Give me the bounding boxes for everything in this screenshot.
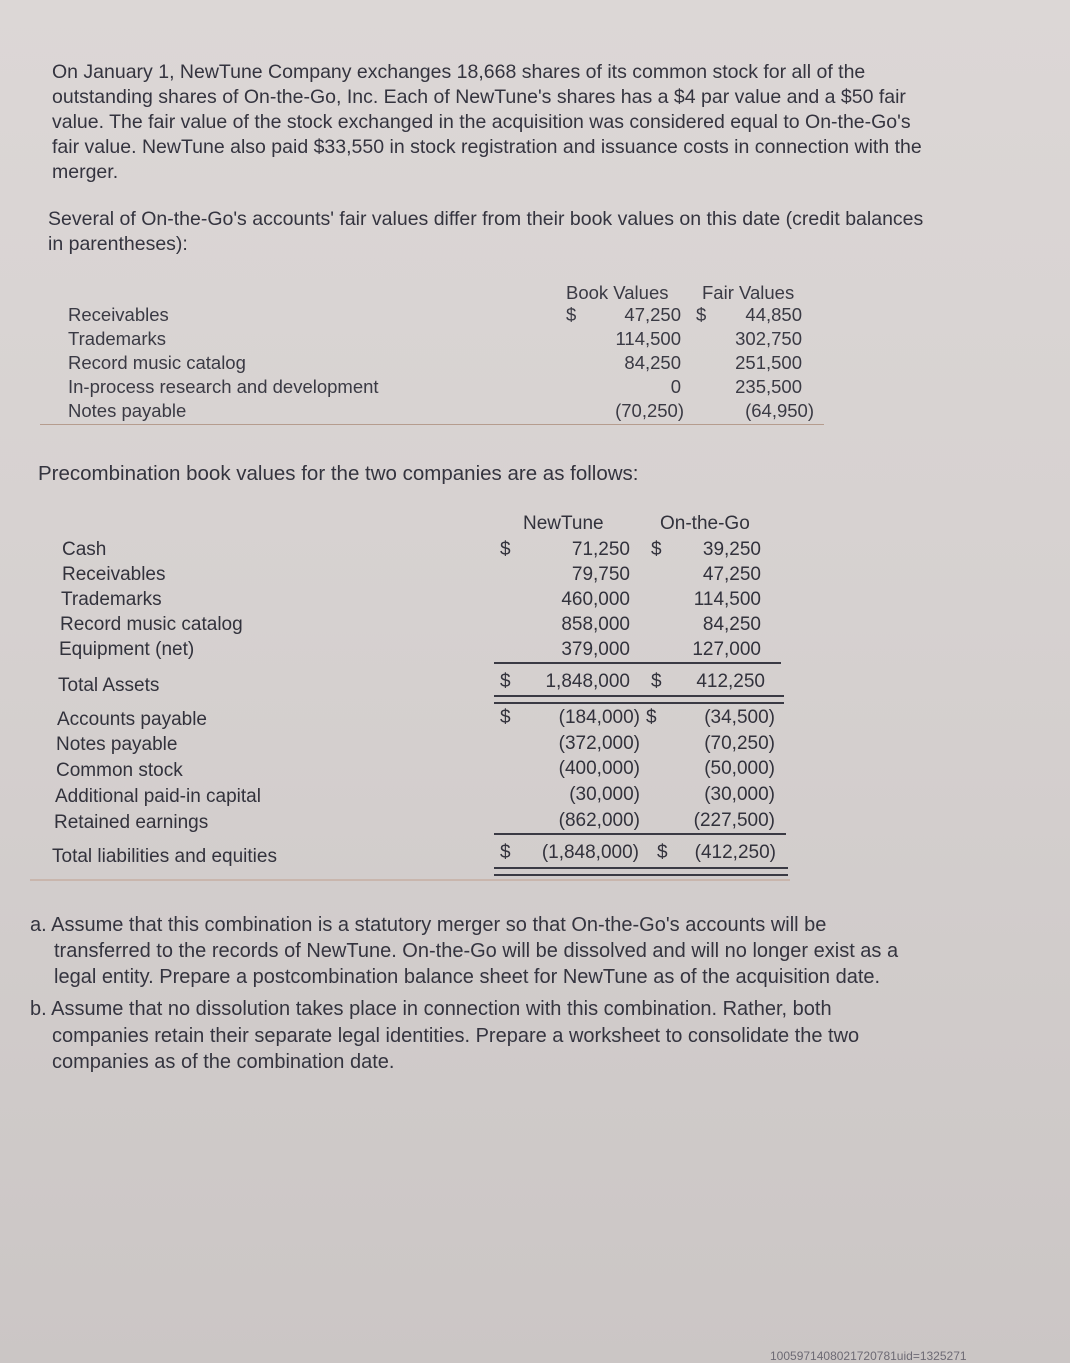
fair-value-intro-line: in parentheses): (48, 233, 188, 255)
intro-line: merger. (52, 161, 119, 183)
question-b-line: companies retain their separate legal identities. Prepare a worksheet to consolidate the two (52, 1025, 860, 1047)
dollar-sign: $ (500, 707, 511, 728)
liability-row-label: Accounts payable (57, 709, 207, 730)
asset-row-label: Cash (62, 539, 107, 560)
fv-row-label: Receivables (68, 304, 169, 325)
onthego-value: (227,500) (693, 810, 775, 831)
intro-line: On January 1, NewTune Company exchanges 18,668 shares of its common stock for all of the (52, 61, 866, 83)
question-a (30, 912, 826, 938)
fv-book-value: 0 (670, 376, 681, 397)
onthego-value: (34,500) (704, 707, 775, 728)
onthego-value: (30,000) (704, 784, 775, 805)
fv-fair-dollar: $ (696, 304, 707, 325)
fv-fair-value: 251,500 (735, 352, 802, 373)
fair-values-header: Fair Values (702, 282, 795, 303)
subtotal-rule (494, 833, 786, 835)
fv-book-value: 114,500 (615, 328, 681, 349)
intro-line: outstanding shares of On-the-Go, Inc. Each of NewTune's shares has a $4 par value and a $50 fair (52, 86, 906, 108)
onthego-value: (50,000) (704, 758, 775, 779)
newtune-value: (862,000) (558, 810, 640, 831)
newtune-value: 79,750 (571, 564, 630, 585)
total-assets-newtune: 1,848,000 (545, 671, 630, 692)
onthego-value: 47,250 (702, 564, 761, 585)
onthego-value: 127,000 (692, 639, 761, 660)
newtune-value: 379,000 (561, 639, 630, 660)
fv-book-dollar: $ (566, 304, 577, 325)
fv-row-label: Notes payable (68, 400, 187, 421)
onthego-value: 84,250 (702, 614, 761, 635)
fv-fair-value: 44,850 (745, 304, 802, 325)
intro-line: value. The fair value of the stock exchanged in the acquisition was considered equal to On-the-Go's (52, 111, 911, 133)
newtune-value: 71,250 (571, 539, 630, 560)
fv-fair-value: 302,750 (735, 328, 802, 349)
fv-row-label: In-process research and development (68, 376, 379, 397)
newtune-value: (30,000) (569, 784, 640, 805)
question-a-line: a. Assume that this combination is a statutory merger so that On-the-Go's accounts will be (30, 914, 827, 936)
question-b (30, 996, 832, 1022)
fv-row-label: Trademarks (68, 328, 167, 349)
question-a-line: legal entity. Prepare a postcombination balance sheet for NewTune as of the acquisition date. (54, 966, 881, 988)
dollar-sign: $ (500, 539, 511, 560)
newtune-header: NewTune (523, 513, 604, 534)
liability-row-label: Common stock (56, 760, 183, 781)
newtune-value: (372,000) (558, 733, 640, 754)
liability-row-label: Retained earnings (54, 812, 209, 833)
dollar-sign: $ (500, 842, 511, 863)
dollar-sign: $ (651, 539, 662, 560)
onthego-header: On-the-Go (660, 513, 750, 534)
onthego-value: (70,250) (704, 733, 775, 754)
fv-fair-value: 235,500 (735, 376, 802, 397)
total-liabilities-onthego: (412,250) (694, 842, 776, 863)
dollar-sign: $ (500, 671, 511, 692)
onthego-value: 114,500 (693, 589, 761, 610)
asset-row-label: Trademarks (61, 589, 162, 610)
fv-book-value: 47,250 (624, 304, 681, 325)
newtune-value: 460,000 (561, 589, 630, 610)
asset-row-label: Equipment (net) (59, 639, 195, 660)
question-b-line: companies as of the combination date. (52, 1051, 395, 1073)
fv-book-value: 84,250 (624, 352, 681, 373)
total-assets-onthego: 412,250 (696, 671, 765, 692)
fv-row-label: Record music catalog (68, 352, 246, 373)
liability-row-label: Additional paid-in capital (55, 786, 261, 807)
section-divider (30, 879, 790, 881)
footer-id-text: 1005971408021720781uid=1325271 (770, 1349, 967, 1363)
book-values-header: Book Values (566, 282, 669, 303)
fv-book-value: (70,250) (615, 400, 684, 421)
newtune-value: (400,000) (558, 758, 640, 779)
precombination-intro: Precombination book values for the two companies are as follows: (38, 462, 639, 485)
total-assets-double-rule (494, 695, 784, 704)
newtune-value: 858,000 (561, 614, 630, 635)
total-liabilities-double-rule (494, 867, 788, 876)
dollar-sign: $ (646, 707, 657, 728)
question-a-continued (54, 938, 898, 990)
question-b-continued (52, 1023, 859, 1075)
fv-fair-value: (64,950) (745, 400, 814, 421)
dollar-sign: $ (657, 842, 668, 863)
total-liabilities-label: Total liabilities and equities (52, 846, 277, 867)
dollar-sign: $ (651, 671, 662, 692)
newtune-value: (184,000) (558, 707, 640, 728)
question-b-line: b. Assume that no dissolution takes place in connection with this combination. Rather, both (30, 998, 832, 1020)
asset-row-label: Record music catalog (60, 614, 243, 635)
onthego-value: 39,250 (702, 539, 761, 560)
total-liabilities-newtune: (1,848,000) (541, 842, 639, 863)
question-a-line: transferred to the records of NewTune. On-the-Go will be dissolved and will no longer exist as a (54, 940, 899, 962)
asset-row-label: Receivables (62, 564, 166, 585)
total-assets-label: Total Assets (58, 675, 160, 696)
intro-line: fair value. NewTune also paid $33,550 in stock registration and issuance costs in connection with the (52, 136, 922, 158)
liability-row-label: Notes payable (56, 734, 178, 755)
subtotal-rule (494, 662, 781, 664)
fair-value-intro-line: Several of On-the-Go's accounts' fair values differ from their book values on this date (credit balances (48, 208, 924, 230)
